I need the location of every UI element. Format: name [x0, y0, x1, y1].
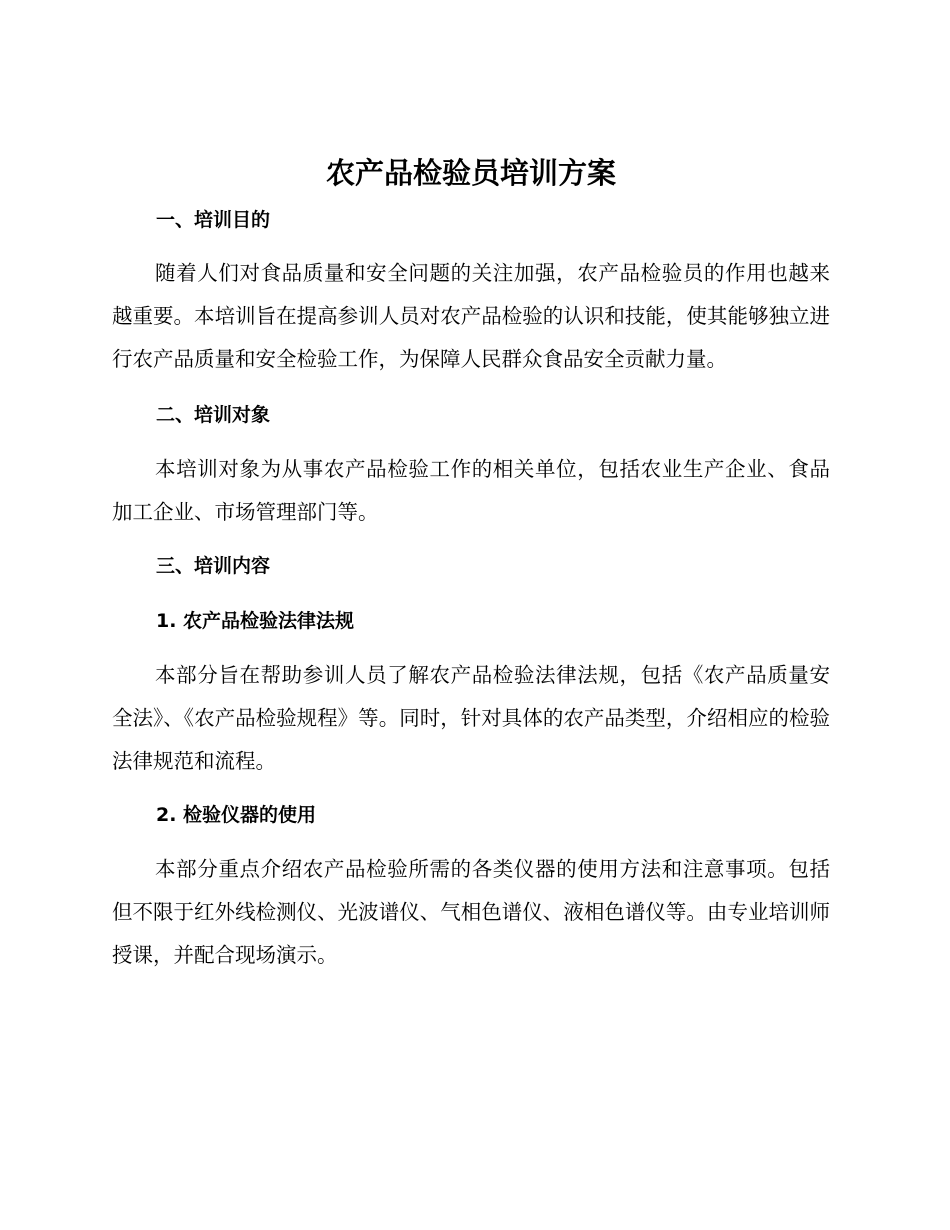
subsection-paragraph-instrument-usage: 本部分重点介绍农产品检验所需的各类仪器的使用方法和注意事项。包括但不限于红外线检测仪、光波谱仪、气相色谱仪、液相色谱仪等。由专业培训师授课，并配合现场演示。: [112, 857, 830, 967]
subsection-heading-laws-regulations: 1. 农产品检验法律法规: [156, 610, 355, 632]
document-page: [112, 0, 830, 1230]
section-paragraph-training-purpose: 随着人们对食品质量和安全问题的关注加强，农产品检验员的作用也越来越重要。本培训旨在提高参训人员对农产品检验的认识和技能，使其能够独立进行农产品质量和安全检验工作，为保障人民群众食品安全贡献力量。: [112, 261, 830, 371]
section-heading-training-content: 三、培训内容: [156, 555, 271, 577]
section-heading-training-audience: 二、培训对象: [156, 404, 271, 426]
section-heading-training-purpose: 一、培训目的: [156, 209, 271, 231]
document-title: 农产品检验员培训方案: [325, 156, 616, 190]
subsection-paragraph-laws-regulations: 本部分旨在帮助参训人员了解农产品检验法律法规，包括《农产品质量安全法》、《农产品检验规程》等。同时，针对具体的农产品类型，介绍相应的检验法律规范和流程。: [112, 663, 830, 773]
subsection-heading-instrument-usage: 2. 检验仪器的使用: [156, 804, 317, 826]
section-paragraph-training-audience: 本培训对象为从事农产品检验工作的相关单位，包括农业生产企业、食品加工企业、市场管理部门等。: [112, 457, 830, 524]
